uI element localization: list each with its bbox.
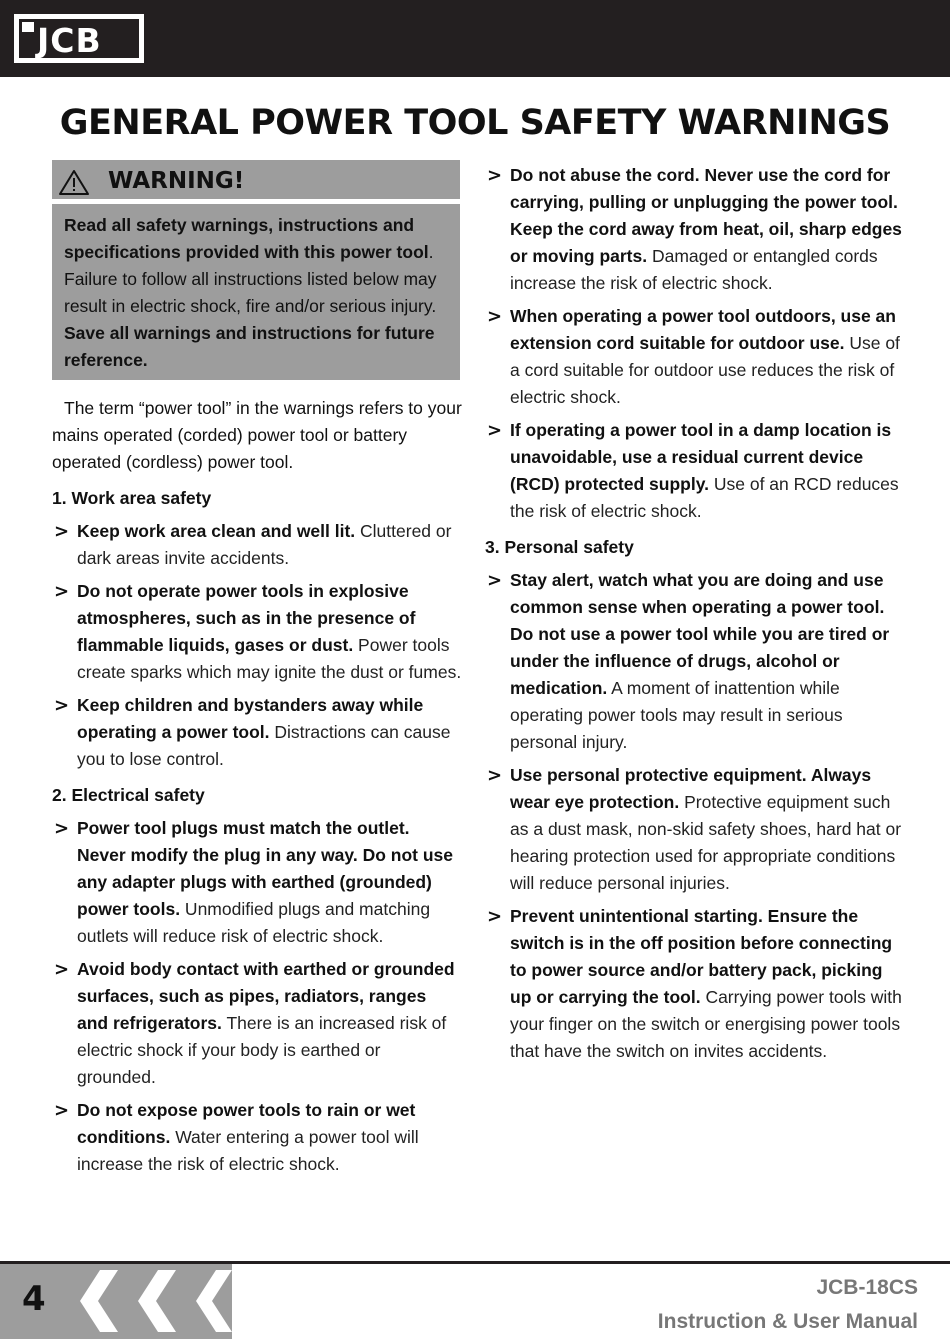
jcb-logo <box>12 12 146 65</box>
model-name: JCB-18CS <box>816 1276 918 1299</box>
section-heading-personal: 3. Personal safety <box>485 537 634 557</box>
header-bar <box>0 0 950 77</box>
chevron-right-icon: > <box>487 306 503 327</box>
chevron-right-icon: > <box>487 420 503 441</box>
item-bold: Keep children and bystanders away while operating a power tool. <box>77 695 424 742</box>
item-text: Carrying power tools with your finger on the switch or energising power tools that have the switch on invites accidents. <box>510 987 902 1061</box>
item-text: Use of a cord suitable for outdoor use reduces the risk of electric shock. <box>510 333 900 407</box>
item-bold: Keep work area clean and well lit. <box>77 521 356 541</box>
list-item <box>52 518 462 572</box>
list-item <box>52 815 462 950</box>
item-bold: Use personal protective equipment. Always wear eye protection. <box>510 765 872 812</box>
warning-header <box>52 160 460 204</box>
warning-bold-text: Read all safety warnings, instructions and specifications provided with this power tool <box>64 215 429 262</box>
item-bold: If operating a power tool in a damp location is unavoidable, use a residual current device (RCD) protected supply. <box>510 420 892 494</box>
chevron-right-icon: > <box>54 521 70 542</box>
item-text: Cluttered or dark areas invite accidents. <box>77 521 452 568</box>
item-text: There is an increased risk of electric shock if your body is earthed or grounded. <box>77 1013 447 1087</box>
chevron-right-icon: > <box>487 570 503 591</box>
item-text: Power tools create sparks which may ignite the dust or fumes. <box>77 635 462 682</box>
warning-save-text: Save all warnings and instructions for future reference. <box>64 323 435 370</box>
item-bold: Avoid body contact with earthed or grounded surfaces, such as pipes, radiators, ranges and refrigerators. <box>77 959 455 1033</box>
logo-emblem-icon <box>22 22 34 32</box>
intro-paragraph: The term “power tool” in the warnings refers to your mains operated (corded) power tool or battery operated (cordless) power tool. <box>52 398 462 472</box>
manual-title: Instruction & User Manual <box>657 1310 918 1333</box>
item-text: Use of an RCD reduces the risk of electric shock. <box>510 474 899 521</box>
item-bold: Do not expose power tools to rain or wet conditions. <box>77 1100 416 1147</box>
item-text: Distractions can cause you to lose control. <box>77 722 451 769</box>
list-item <box>485 162 905 297</box>
chevron-right-icon: > <box>54 959 70 980</box>
chevron-right-icon: > <box>487 165 503 186</box>
warning-text <box>52 204 460 380</box>
list-item <box>52 578 462 686</box>
warning-regular-text: . Failure to follow all instructions listed below may result in electric shock, fire and/or serious injury. <box>64 242 437 316</box>
chevron-right-icon: > <box>54 1100 70 1121</box>
item-text: A moment of inattention while operating power tools may result in serious personal injury. <box>510 678 843 752</box>
right-column <box>485 162 905 1065</box>
item-bold: Do not operate power tools in explosive atmospheres, such as in the presence of flammable liquids, gases or dust. <box>77 581 416 655</box>
list-item <box>485 417 905 525</box>
chevron-right-icon: > <box>487 765 503 786</box>
chevron-right-icon: > <box>54 695 70 716</box>
list-item <box>485 762 905 897</box>
item-text: Protective equipment such as a dust mask, non-skid safety shoes, hard hat or hearing protection used for appropriate conditions will reduce personal injuries. <box>510 792 902 893</box>
warning-heading: WARNING! <box>108 168 245 194</box>
item-bold: Power tool plugs must match the outlet. Never modify the plug in any way. Do not use any adapter plugs with earthed (grounded) power tools. <box>77 818 453 919</box>
item-bold: When operating a power tool outdoors, use an extension cord suitable for outdoor use. <box>510 306 896 353</box>
section-heading-work-area: 1. Work area safety <box>52 488 212 508</box>
chevron-right-icon: > <box>54 818 70 839</box>
item-bold: Do not abuse the cord. Never use the cord for carrying, pulling or unplugging the power tool. Keep the cord away from heat, oil, sharp edges or moving parts. <box>510 165 902 266</box>
item-text: Unmodified plugs and matching outlets will reduce risk of electric shock. <box>77 899 431 946</box>
item-bold: Prevent unintentional starting. Ensure the switch is in the off position before connecting to power source and/or battery pack, picking up or carrying the tool. <box>510 906 893 1007</box>
page-title: GENERAL POWER TOOL SAFETY WARNINGS <box>59 103 891 143</box>
item-text: Damaged or entangled cords increase the risk of electric shock. <box>510 246 878 293</box>
item-text: Water entering a power tool will increase the risk of electric shock. <box>77 1127 419 1174</box>
chevron-right-icon: > <box>487 906 503 927</box>
list-item <box>52 1097 462 1178</box>
list-item <box>52 956 462 1091</box>
logo-text: JCB <box>37 21 102 60</box>
item-bold: Stay alert, watch what you are doing and use common sense when operating a power tool. Do not use a power tool while you are tired or under the influence of drugs, alcohol or medication. <box>510 570 890 698</box>
page-number: 4 <box>22 1279 46 1319</box>
list-item <box>52 692 462 773</box>
chevron-right-icon: > <box>54 581 70 602</box>
left-column <box>52 160 462 1178</box>
list-item <box>485 567 905 756</box>
list-item <box>485 303 905 411</box>
list-item <box>485 903 905 1065</box>
warning-triangle-icon <box>58 169 90 196</box>
warning-box <box>52 160 460 380</box>
section-heading-electrical: 2. Electrical safety <box>52 785 205 805</box>
